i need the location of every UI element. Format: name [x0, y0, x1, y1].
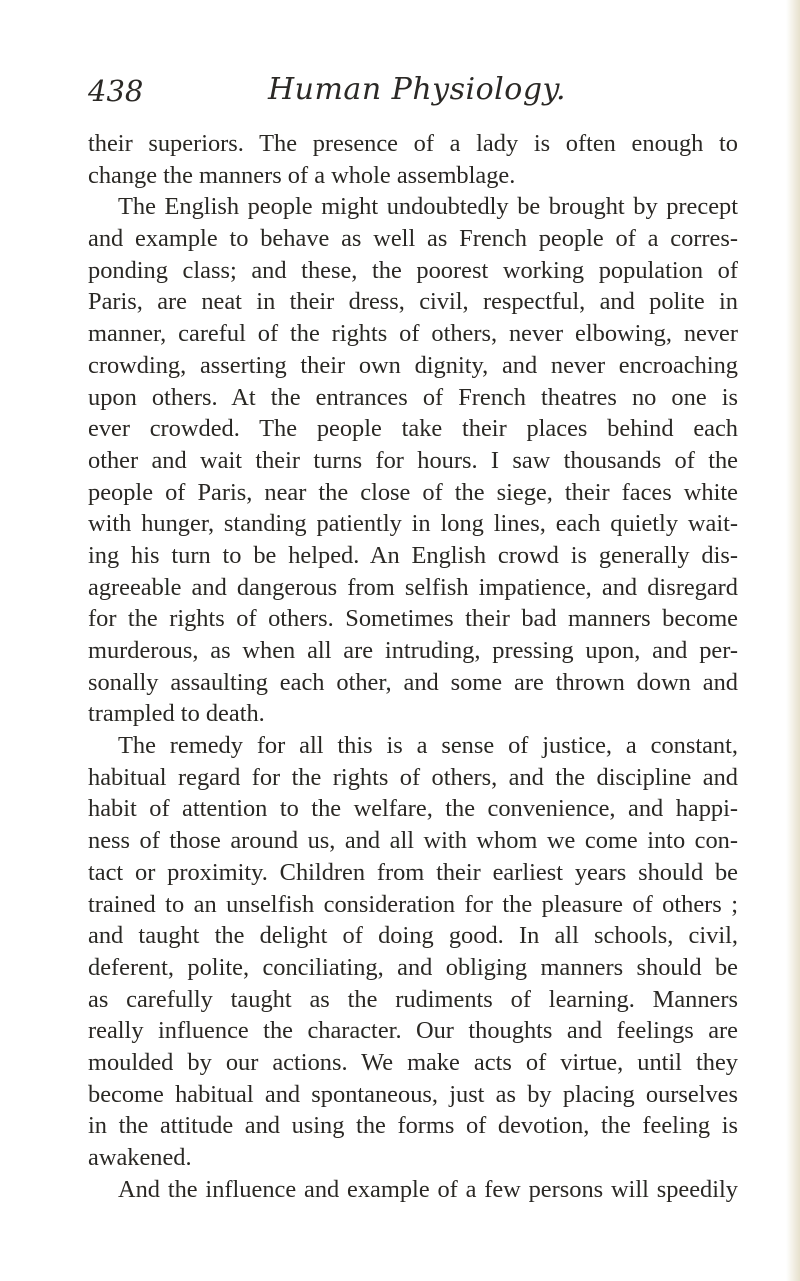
page-number: 438 — [88, 74, 144, 108]
text-line: their superiors. The presence of a lady is often enough to — [88, 130, 738, 157]
text-line: really influence the character. Our thoughts and feelings are — [88, 1017, 738, 1045]
text-line: become habitual and spontaneous, just as by placing ourselves — [88, 1080, 738, 1108]
text-line: and taught the delight of doing good. In all schools, civil, — [88, 922, 738, 950]
text-line: awakened. — [88, 1144, 192, 1171]
page-header — [88, 68, 748, 116]
text-line: trampled to death. — [88, 700, 265, 728]
text-line: The remedy for all this is a sense of justice, a constant, — [118, 732, 738, 760]
text-line: agreeable and dangerous from selfish impatience, and disregard — [88, 573, 738, 601]
text-line: upon others. At the entrances of French theatres no one is — [88, 383, 738, 411]
text-line: sonally assaulting each other, and some are thrown down and — [88, 668, 738, 696]
text-line: ponding class; and these, the poorest working population of — [88, 256, 738, 284]
text-line: ness of those around us, and all with whom we come into con- — [88, 827, 738, 855]
text-line: Paris, are neat in their dress, civil, respectful, and polite in — [88, 288, 738, 316]
text-line: moulded by our actions. We make acts of virtue, until they — [88, 1048, 738, 1076]
text-line: trained to an unselfish consideration for the pleasure of others ; — [88, 890, 738, 918]
text-line: And the influence and example of a few persons will speedily — [118, 1175, 738, 1203]
text-line: ever crowded. The people take their places behind each — [88, 415, 738, 443]
text-line: ing his turn to be helped. An English crowd is generally dis- — [88, 541, 738, 569]
text-line: crowding, asserting their own dignity, and never encroaching — [88, 351, 738, 379]
text-line: in the attitude and using the forms of devotion, the feeling is — [88, 1112, 738, 1140]
text-line: habit of attention to the welfare, the convenience, and happi- — [88, 795, 738, 823]
text-line: and example to behave as well as French people of a corres- — [88, 225, 738, 253]
running-title: Human Physiology. — [268, 72, 567, 107]
text-line: with hunger, standing patiently in long lines, each quietly wait- — [88, 510, 738, 538]
text-line: for the rights of others. Sometimes their bad manners become — [88, 605, 738, 633]
text-line: manner, careful of the rights of others, never elbowing, never — [88, 320, 738, 348]
text-line: habitual regard for the rights of others, and the discipline and — [88, 763, 738, 791]
text-line: murderous, as when all are intruding, pressing upon, and per- — [88, 637, 738, 664]
text-line: The English people might undoubtedly be brought by precept — [118, 193, 738, 221]
page-edge-shading — [786, 0, 800, 1281]
text-line: change the manners of a whole assemblage. — [88, 161, 516, 189]
text-line: people of Paris, near the close of the siege, their faces white — [88, 478, 738, 506]
text-line: other and wait their turns for hours. I saw thousands of the — [88, 446, 738, 474]
text-line: tact or proximity. Children from their earliest years should be — [88, 858, 738, 886]
body-text — [88, 128, 738, 1205]
text-line: deferent, polite, conciliating, and obliging manners should be — [88, 953, 738, 981]
text-line: as carefully taught as the rudiments of learning. Manners — [88, 985, 738, 1013]
